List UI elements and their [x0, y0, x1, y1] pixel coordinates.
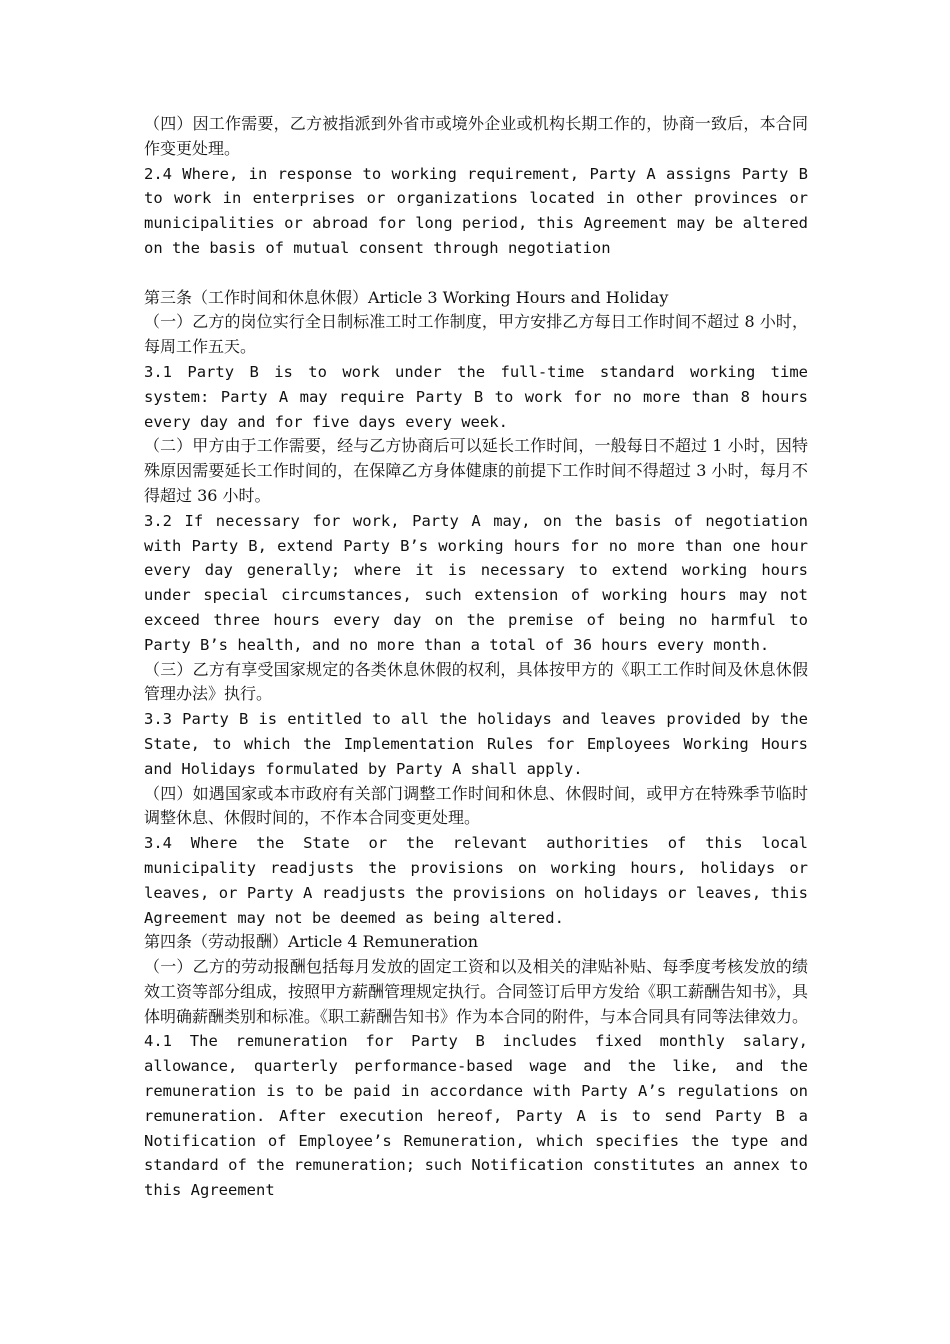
article-3-heading: 第三条（工作时间和休息休假）Article 3 Working Hours and Holiday — [144, 287, 669, 307]
clause-3-2-en: 3.2 If necessary for work, Party A may, on the basis of negotiation with Party B, extend Party B’s working hours for no more than one hour every day generally; where it is necessary to extend working hours under special circumstances, such extension of working hours may not exceed three hours every day on the premise of being no harmful to Party B’s health, and no more than a total of 36 hours every month. — [144, 511, 808, 654]
article-4-heading: 第四条（劳动报酬）Article 4 Remuneration — [144, 932, 479, 952]
clause-3-1-zh: （一）乙方的岗位实行全日制标准工时工作制度，甲方安排乙方每日工作时间不超过 8 小时，每周工作五天。 — [144, 312, 808, 357]
paragraph-spacer — [144, 261, 808, 286]
clause-3-3-en: 3.3 Party B is entitled to all the holidays and leaves provided by the State, to which the Implementation Rules for Employees Working Hours and Holidays formulated by Party A shall apply. — [144, 710, 808, 778]
clause-2-4-en: 2.4 Where, in response to working requirement, Party A assigns Party B to work in enterprises or organizations located in other provinces or municipalities or abroad for long period, this Agreement may be altered on the basis of mutual consent through negotiation — [144, 164, 808, 257]
clause-4-1-zh: （一）乙方的劳动报酬包括每月发放的固定工资和以及相关的津贴补贴、每季度考核发放的绩效工资等部分组成，按照甲方薪酬管理规定执行。合同签订后甲方发给《职工薪酬告知书》，具体明确薪酬类别和标准。《职工薪酬告知书》作为本合同的附件，与本合同具有同等法律效力。 — [144, 957, 809, 1026]
clause-3-3-zh: （三）乙方有享受国家规定的各类休息休假的权利，具体按甲方的《职工工作时间及休息休假管理办法》执行。 — [144, 659, 808, 704]
clause-3-4-zh: （四）如遇国家或本市政府有关部门调整工作时间和休息、休假时间，或甲方在特殊季节临时调整休息、休假时间的，不作本合同变更处理。 — [144, 783, 808, 828]
clause-2-4-zh: （四）因工作需要，乙方被指派到外省市或境外企业或机构长期工作的，协商一致后，本合同作变更处理。 — [144, 114, 808, 158]
clause-3-4-en: 3.4 Where the State or the relevant authorities of this local municipality readjusts the provisions on working hours, holidays or leaves, or Party A readjusts the provisions on holidays or leaves, this Agreement may not be deemed as being altered. — [144, 834, 808, 927]
clause-3-2-zh: （二）甲方由于工作需要，经与乙方协商后可以延长工作时间，一般每日不超过 1 小时，因特殊原因需要延长工作时间的，在保障乙方身体健康的前提下工作时间不得超过 3 小时，每月不得超过 36 小时。 — [144, 436, 808, 505]
clause-3-1-en: 3.1 Party B is to work under the full-time standard working time system: Party A may require Party B to work for no more than 8 hours every day and for five days every week. — [144, 362, 808, 431]
clause-4-1-en: 4.1 The remuneration for Party B includes fixed monthly salary, allowance, quarterly performance-based wage and the like, and the remuneration is to be paid in accordance with Party A’s regulations on remuneration. After execution hereof, Party A is to send Party B a Notification of Employee’s Remuneration, which specifies the type and standard of the remuneration; such Notification constitutes an annex to this Agreement — [144, 1032, 808, 1200]
document-page — [144, 112, 808, 1203]
